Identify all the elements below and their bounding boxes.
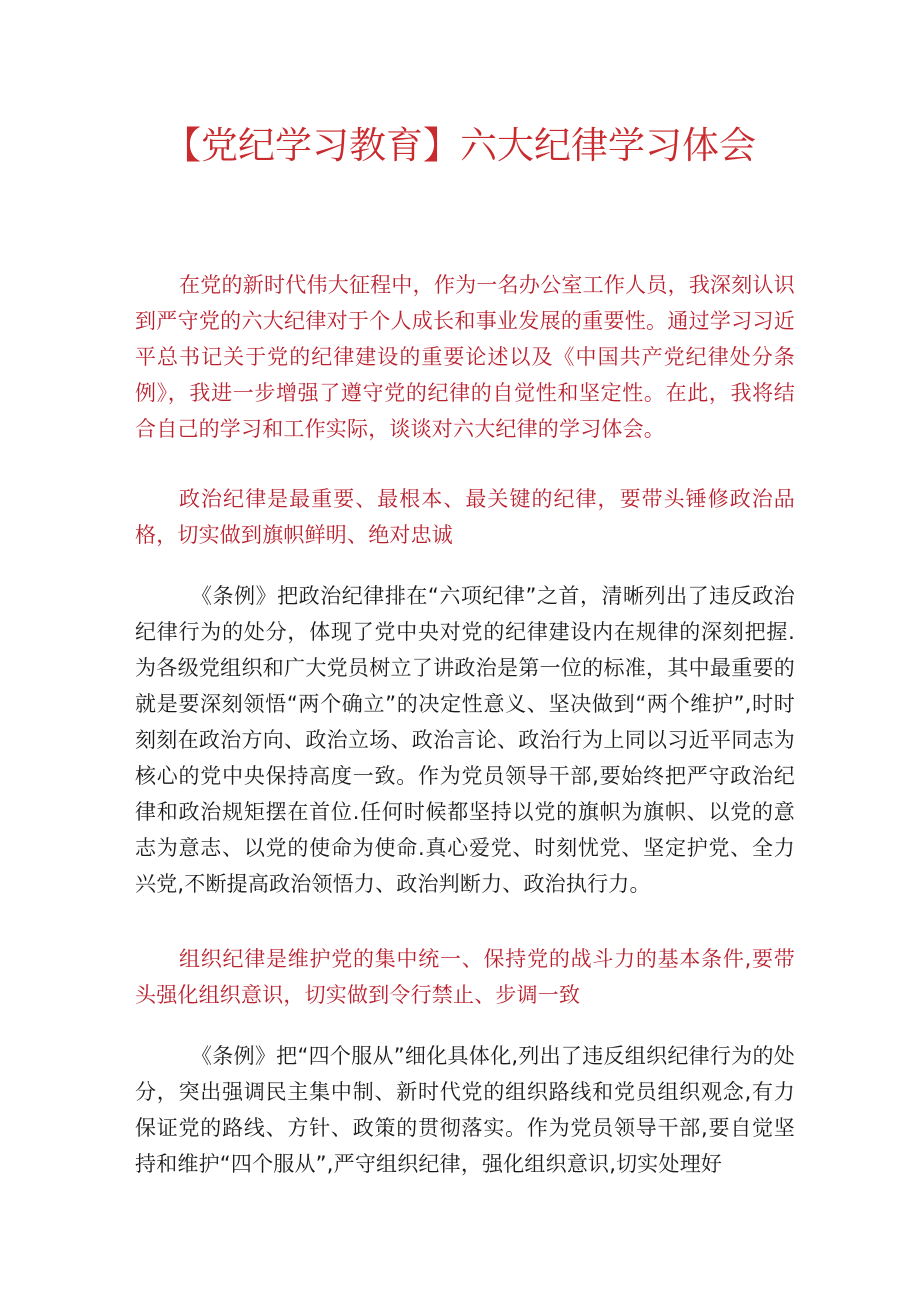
section-heading-political: 政治纪律是最重要、最根本、最关键的纪律，要带头锤修政治品格，切实做到旗帜鲜明、绝对忠诚 (135, 487, 795, 547)
document-title: 【党纪学习教育】六大纪律学习体会 (164, 124, 756, 167)
section-body-political: 《条例》把政治纪律排在“六项纪律”之首，清晰列出了违反政治纪律行为的处分，体现了党中央对党的纪律建设内在规律的深刻把握.为各级党组织和广大党员树立了讲政治是第一位的标准，其中最重要的就是要深刻领悟“两个确立”的决定性意义、坚决做到“两个维护”,时时刻刻在政治方向、政治立场、政治言论、政治行为上同以习近平同志为核心的党中央保持高度一致。作为党员领导干部,要始终把严守政治纪律和政治规矩摆在首位.任何时候都坚持以党的旗帜为旗帜、以党的意志为意志、以党的使命为使命.真心爱党、时刻忧党、坚定护党、全力兴党,不断提高政治领悟力、政治判断力、政治执行力。 (135, 584, 795, 896)
section-body-organizational: 《条例》把“四个服从”细化具体化,列出了违反组织纪律行为的处分，突出强调民主集中制、新时代党的组织路线和党员组织观念,有力保证党的路线、方针、政策的贯彻落实。作为党员领导干部,要自觉坚持和维护“四个服从”,严守组织纪律，强化组织意识,切实处理好 (135, 1044, 795, 1176)
intro-paragraph: 在党的新时代伟大征程中，作为一名办公室工作人员，我深刻认识到严守党的六大纪律对于个人成长和事业发展的重要性。通过学习习近平总书记关于党的纪律建设的重要论述以及《中国共产党纪律处分条例》，我进一步增强了遵守党的纪律的自觉性和坚定性。在此，我将结合自己的学习和工作实际，谈谈对六大纪律的学习体会。 (135, 273, 795, 441)
section-heading-organizational: 组织纪律是维护党的集中统一、保持党的战斗力的基本条件,要带头强化组织意识，切实做到令行禁止、步调一致 (135, 947, 795, 1007)
